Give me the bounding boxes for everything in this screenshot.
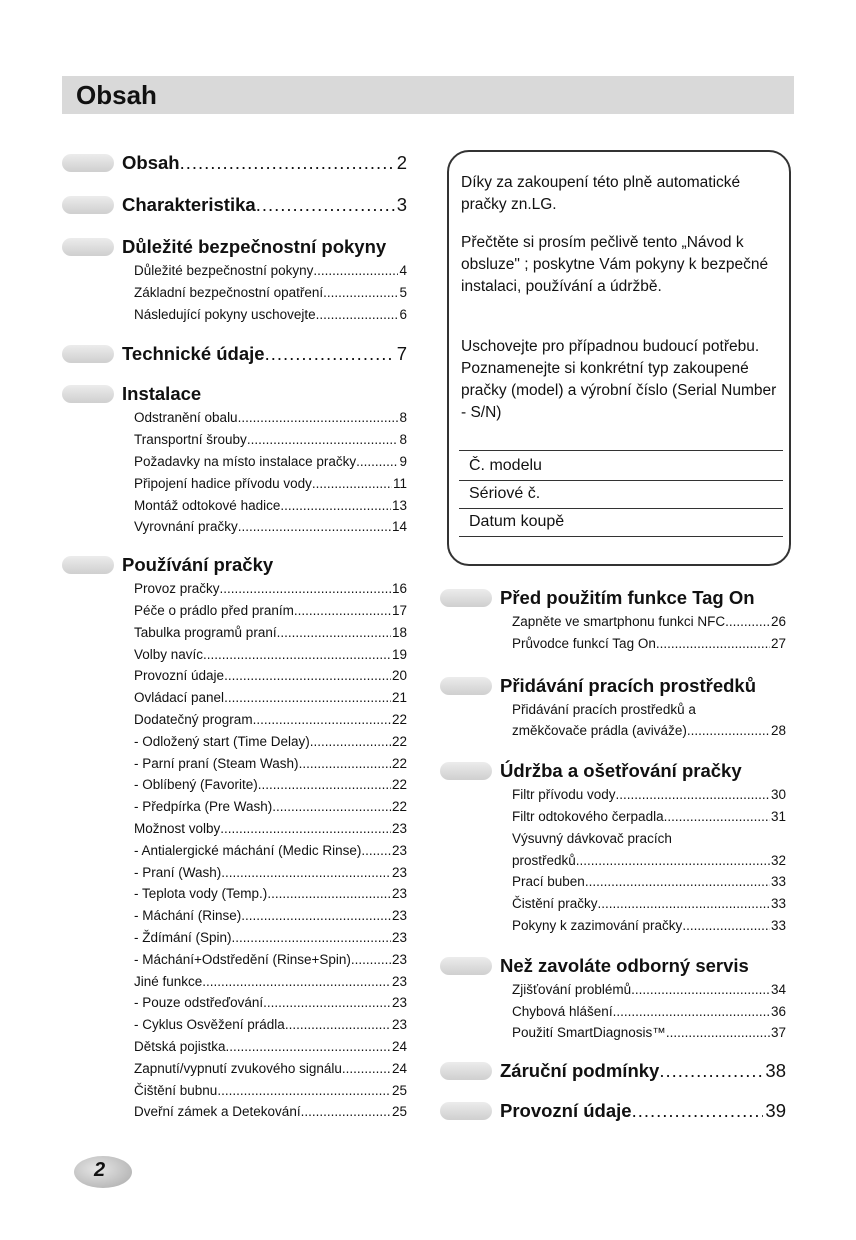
toc-section-title[interactable] — [122, 150, 407, 176]
toc-entry[interactable] — [134, 1058, 407, 1080]
toc-entry-page: 23 — [391, 820, 407, 836]
toc-entry-label: Provoz pračky — [134, 581, 220, 597]
section-page-number: 2 — [396, 152, 407, 173]
dot-leader — [687, 720, 770, 742]
toc-entry-page: 20 — [391, 668, 407, 684]
toc-entry-label: Dveřní zámek a Detekování — [134, 1104, 301, 1120]
toc-entry[interactable] — [134, 971, 407, 993]
toc-entry[interactable] — [134, 282, 407, 304]
section-page-number: 39 — [765, 1100, 786, 1122]
field-date-label: Datum koupě — [469, 513, 565, 530]
toc-entry[interactable] — [512, 828, 786, 850]
toc-items — [500, 979, 786, 1044]
toc-entry[interactable] — [134, 495, 407, 517]
toc-entry[interactable] — [134, 578, 407, 600]
dot-leader — [576, 850, 770, 872]
dot-leader — [301, 1101, 391, 1123]
toc-entry-page: 27 — [770, 635, 786, 651]
toc-entry-label: - Ždímání (Spin) — [134, 929, 232, 945]
toc-items — [500, 699, 786, 743]
toc-entry[interactable] — [134, 862, 407, 884]
toc-items — [122, 260, 407, 325]
toc-entry-label: Následující pokyny uschovejte — [134, 306, 316, 322]
dot-leader — [316, 304, 399, 326]
toc-section-title[interactable] — [122, 192, 407, 218]
toc-entry-label: Ovládací panel — [134, 690, 225, 706]
toc-entry-page: 24 — [391, 1060, 407, 1076]
toc-entry-page: 8 — [399, 432, 407, 448]
toc-entry[interactable] — [512, 784, 786, 806]
dot-leader — [280, 495, 391, 517]
toc-entry-label: - Pouze odstřeďování — [134, 995, 264, 1011]
dot-leader — [631, 979, 770, 1001]
dot-leader — [342, 1058, 391, 1080]
toc-entry-label: - Předpírka (Pre Wash) — [134, 799, 273, 815]
toc-entry-label: Péče o prádlo před praním — [134, 602, 294, 618]
toc-entry[interactable] — [134, 731, 407, 753]
toc-entry-page: 30 — [770, 787, 786, 803]
toc-entry[interactable] — [134, 992, 407, 1014]
dot-leader — [220, 818, 391, 840]
dot-leader — [632, 1098, 764, 1124]
toc-entry-label: - Antialergické máchání (Medic Rinse) — [134, 842, 362, 858]
toc-entry-page: 4 — [399, 263, 407, 278]
toc-right-column — [440, 585, 786, 1124]
toc-entry-label: Montáž odtokové hadice — [134, 497, 281, 513]
dot-leader — [272, 796, 391, 818]
section-marker — [440, 677, 492, 695]
page-title: Obsah — [76, 80, 157, 110]
toc-entry-label: - Máchání+Odstředění (Rinse+Spin) — [134, 951, 351, 967]
toc-entry-label: Požadavky na místo instalace pračky — [134, 453, 357, 469]
toc-entry-page: 21 — [391, 690, 407, 706]
page-number-badge — [70, 1156, 132, 1188]
toc-section — [62, 150, 407, 176]
toc-items — [122, 578, 407, 1123]
toc-entry[interactable] — [512, 1001, 786, 1023]
toc-entry[interactable] — [134, 753, 407, 775]
dot-leader — [277, 622, 391, 644]
section-title-label: Než zavoláte odborný servis — [500, 954, 749, 976]
toc-entry-page: 9 — [399, 453, 407, 469]
section-title-label: Provozní údaje — [500, 1100, 632, 1122]
toc-section-title[interactable] — [122, 234, 407, 260]
toc-entry-page: 6 — [399, 306, 407, 322]
toc-entry-label: Filtr přívodu vody — [512, 787, 616, 803]
dot-leader — [725, 611, 770, 633]
dot-leader — [312, 473, 392, 495]
toc-entry-label: Dětská pojistka — [134, 1038, 226, 1054]
section-marker — [440, 1062, 492, 1080]
toc-entry[interactable] — [134, 665, 407, 687]
dot-leader — [232, 927, 391, 949]
toc-entry[interactable] — [134, 644, 407, 666]
dot-leader — [238, 516, 391, 538]
toc-entry[interactable] — [134, 260, 407, 282]
toc-entry[interactable] — [134, 709, 407, 731]
toc-entry-label: - Máchání (Rinse) — [134, 908, 242, 924]
notice-instructions: Přečtěte si prosím pečlivě tento „Návod k obsluze" ; poskytne Vám pokyny k bezpečné instalaci, používání a údržbě. — [461, 234, 769, 295]
section-marker — [62, 196, 114, 214]
toc-entry-label: Jiné funkce — [134, 973, 203, 989]
section-page-number: 7 — [396, 343, 407, 365]
toc-section-title[interactable] — [500, 1058, 786, 1084]
toc-section-title[interactable] — [500, 585, 786, 611]
toc-entry-label: - Teplota vody (Temp.) — [134, 886, 268, 902]
toc-entry-page: 23 — [391, 886, 407, 902]
field-divider — [459, 508, 783, 509]
section-title-label: Používání pračky — [122, 554, 274, 576]
dot-leader — [666, 1022, 770, 1044]
toc-section — [62, 381, 407, 538]
toc-entry[interactable] — [134, 622, 407, 644]
toc-section-title[interactable] — [122, 552, 407, 578]
section-marker — [440, 957, 492, 975]
field-model-label: Č. modelu — [469, 457, 542, 474]
toc-entry-page: 36 — [770, 1003, 786, 1019]
dot-leader — [253, 709, 391, 731]
section-title-label: Důležité bezpečnostní pokyny — [122, 236, 387, 257]
toc-entry-label: Čištění bubnu — [134, 1082, 218, 1098]
section-title-label: Přidávání pracích prostředků — [500, 674, 757, 696]
toc-entry-page: 34 — [770, 981, 786, 997]
toc-entry[interactable] — [512, 893, 786, 915]
notice-intro: Díky za zakoupení této plně automatické pračky zn.LG. — [461, 174, 741, 213]
dot-leader — [226, 1036, 391, 1058]
toc-entry-page: 25 — [391, 1082, 407, 1098]
dot-leader — [585, 871, 770, 893]
toc-entry[interactable] — [512, 850, 786, 872]
notice-box — [447, 150, 791, 566]
toc-entry-label: Přidávání pracích prostředků a — [512, 701, 696, 717]
dot-leader — [616, 784, 770, 806]
toc-entry-page: 37 — [770, 1025, 786, 1041]
toc-section-title[interactable] — [122, 341, 407, 367]
toc-entry-page: 32 — [770, 852, 786, 868]
toc-entry[interactable] — [134, 883, 407, 905]
dot-leader — [310, 731, 391, 753]
toc-entry[interactable] — [512, 806, 786, 828]
dot-leader — [598, 893, 770, 915]
toc-entry[interactable] — [134, 949, 407, 971]
toc-section — [440, 1058, 786, 1084]
toc-entry[interactable] — [134, 818, 407, 840]
toc-entry[interactable] — [134, 927, 407, 949]
toc-entry[interactable] — [134, 304, 407, 326]
toc-entry-page: 22 — [391, 755, 407, 771]
toc-entry-page: 23 — [391, 995, 407, 1011]
dot-leader — [613, 1001, 770, 1023]
toc-entry-label: Dodatečný program — [134, 711, 253, 727]
toc-items — [122, 407, 407, 538]
toc-entry-label: Výsuvný dávkovač pracích — [512, 830, 672, 846]
section-marker — [440, 1102, 492, 1120]
toc-entry[interactable] — [134, 796, 407, 818]
dot-leader — [659, 1058, 763, 1084]
section-marker — [62, 345, 114, 363]
toc-entry-page: 14 — [391, 519, 407, 535]
toc-entry-label: Důležité bezpečnostní pokyny — [134, 263, 314, 278]
field-divider — [459, 480, 783, 481]
toc-section — [440, 1098, 786, 1124]
toc-entry-page: 23 — [391, 908, 407, 924]
dot-leader — [294, 600, 391, 622]
section-page-number: 38 — [765, 1060, 786, 1082]
dot-leader — [323, 282, 398, 304]
dot-leader — [351, 949, 391, 971]
toc-section — [440, 758, 786, 937]
toc-entry-page: 8 — [399, 410, 407, 426]
toc-entry-page: 11 — [392, 475, 407, 491]
toc-entry-page: 23 — [391, 842, 407, 858]
dot-leader — [656, 633, 770, 655]
toc-entry-label: - Odložený start (Time Delay) — [134, 733, 310, 749]
toc-entry[interactable] — [134, 840, 407, 862]
toc-section — [62, 552, 407, 1123]
section-title-label: Technické údaje — [122, 343, 265, 365]
section-title-label: Obsah — [122, 152, 180, 173]
toc-entry[interactable] — [512, 720, 786, 742]
dot-leader — [224, 687, 391, 709]
section-title-label: Charakteristika — [122, 194, 256, 215]
dot-leader — [221, 862, 391, 884]
toc-entry-page: 28 — [770, 723, 786, 739]
toc-entry-label: Zapněte ve smartphonu funkci NFC — [512, 614, 726, 629]
toc-entry-label: - Praní (Wash) — [134, 864, 222, 880]
toc-section-title[interactable] — [500, 1098, 786, 1124]
dot-leader — [356, 451, 398, 473]
toc-entry[interactable] — [134, 1036, 407, 1058]
dot-leader — [285, 1014, 391, 1036]
toc-entry[interactable] — [134, 600, 407, 622]
dot-leader — [267, 883, 391, 905]
section-marker — [62, 238, 114, 256]
toc-entry[interactable] — [134, 516, 407, 538]
toc-entry-label: změkčovače prádla (aviváže) — [512, 723, 687, 739]
toc-entry-page: 22 — [391, 777, 407, 793]
toc-entry[interactable] — [134, 473, 407, 495]
toc-entry-page: 25 — [391, 1104, 407, 1120]
dot-leader — [256, 192, 395, 218]
toc-entry-label: Chybová hlášení — [512, 1003, 613, 1019]
dot-leader — [247, 429, 399, 451]
toc-entry-label: Filtr odtokového čerpadla — [512, 808, 664, 824]
toc-entry-page: 13 — [391, 497, 407, 513]
toc-entry-label: - Parní praní (Steam Wash) — [134, 755, 299, 771]
dot-leader — [203, 644, 391, 666]
toc-entry-label: - Oblíbený (Favorite) — [134, 777, 258, 793]
toc-entry-label: Zapnutí/vypnutí zvukového signálu — [134, 1060, 342, 1076]
section-marker — [62, 154, 114, 172]
toc-entry-label: Provozní údaje — [134, 668, 225, 684]
field-divider — [459, 450, 783, 451]
dot-leader — [361, 840, 391, 862]
toc-entry[interactable] — [512, 633, 786, 655]
toc-entry-label: Možnost volby — [134, 820, 221, 836]
dot-leader — [664, 806, 770, 828]
toc-entry-page: 22 — [391, 799, 407, 815]
toc-section-title[interactable] — [500, 673, 786, 699]
dot-leader — [238, 407, 399, 429]
dot-leader — [263, 992, 391, 1014]
toc-entry-label: Transportní šrouby — [134, 432, 247, 448]
section-page-number: 3 — [396, 194, 407, 215]
notice-keep: Uschovejte pro případnou budoucí potřebu. Poznamenejte si konkrétní typ zakoupené pračky (model) a výrobní číslo (Serial Number - S/N) — [461, 338, 777, 421]
toc-items — [500, 784, 786, 937]
toc-entry-page: 23 — [391, 864, 407, 880]
toc-entry-page: 22 — [391, 733, 407, 749]
header-bar — [62, 76, 794, 114]
toc-entry[interactable] — [134, 774, 407, 796]
toc-entry[interactable] — [134, 905, 407, 927]
toc-entry-page: 33 — [770, 917, 786, 933]
toc-entry-page: 17 — [391, 602, 407, 618]
toc-entry-label: Zjišťování problémů — [512, 981, 632, 997]
dot-leader — [313, 260, 398, 282]
section-marker — [62, 556, 114, 574]
toc-entry[interactable] — [512, 915, 786, 937]
toc-entry[interactable] — [512, 1022, 786, 1044]
section-marker — [440, 762, 492, 780]
dot-leader — [180, 150, 395, 176]
toc-entry-page: 19 — [391, 646, 407, 662]
toc-entry[interactable] — [134, 1101, 407, 1123]
section-title-label: Záruční podmínky — [500, 1060, 660, 1082]
field-divider — [459, 536, 783, 537]
toc-section-title[interactable] — [122, 381, 407, 407]
toc-entry[interactable] — [134, 1014, 407, 1036]
section-marker — [440, 589, 492, 607]
toc-section — [440, 585, 786, 655]
dot-leader — [682, 915, 770, 937]
toc-entry-label: Odstranění obalu — [134, 410, 238, 426]
dot-leader — [299, 753, 391, 775]
toc-entry-label: Použití SmartDiagnosis™ — [512, 1025, 666, 1041]
page-number: 2 — [94, 1159, 106, 1181]
section-title-label: Údržba a ošetřování pračky — [500, 760, 742, 782]
toc-entry-page: 31 — [770, 808, 786, 824]
dot-leader — [241, 905, 391, 927]
toc-entry-page: 23 — [391, 973, 407, 989]
section-title-label: Instalace — [122, 383, 202, 405]
toc-entry-page: 26 — [770, 614, 786, 629]
dot-leader — [258, 774, 391, 796]
toc-section-title[interactable] — [500, 953, 786, 979]
toc-entry-label: Tabulka programů praní — [134, 624, 277, 640]
toc-entry-page: 23 — [391, 951, 407, 967]
toc-entry-page: 22 — [391, 711, 407, 727]
toc-section — [62, 341, 407, 367]
toc-entry[interactable] — [134, 687, 407, 709]
toc-section — [440, 953, 786, 1044]
toc-entry-label: Průvodce funkcí Tag On — [512, 635, 656, 651]
field-serial-label: Sériové č. — [469, 485, 541, 502]
section-title-label: Před použitím funkce Tag On — [500, 587, 755, 608]
toc-entry-label: Prací buben — [512, 874, 585, 890]
toc-entry[interactable] — [134, 429, 407, 451]
toc-items — [500, 611, 786, 655]
toc-entry[interactable] — [512, 699, 786, 721]
toc-entry[interactable] — [512, 979, 786, 1001]
toc-entry-label: Čistění pračky — [512, 896, 598, 912]
dot-leader — [265, 341, 395, 367]
dot-leader — [217, 1080, 391, 1102]
dot-leader — [224, 665, 391, 687]
toc-entry-page: 16 — [391, 581, 407, 597]
toc-entry-label: Pokyny k zazimování pračky — [512, 917, 683, 933]
toc-section-title[interactable] — [500, 758, 786, 784]
toc-entry[interactable] — [512, 871, 786, 893]
dot-leader — [220, 578, 391, 600]
toc-entry-page: 23 — [391, 1017, 407, 1033]
toc-entry-page: 5 — [399, 284, 407, 300]
toc-entry-label: Základní bezpečnostní opatření — [134, 284, 324, 300]
toc-entry-label: - Cyklus Osvěžení prádla — [134, 1017, 285, 1033]
toc-entry-page: 18 — [391, 624, 407, 640]
toc-entry-page: 33 — [770, 874, 786, 890]
toc-entry-label: Volby navíc — [134, 646, 204, 662]
dot-leader — [202, 971, 391, 993]
toc-entry-page: 24 — [391, 1038, 407, 1054]
toc-entry[interactable] — [512, 611, 786, 633]
toc-entry-label: Připojení hadice přívodu vody — [134, 475, 312, 491]
toc-left-column — [62, 150, 407, 1123]
toc-entry-page: 33 — [770, 896, 786, 912]
toc-section — [440, 673, 786, 743]
toc-entry[interactable] — [134, 1080, 407, 1102]
toc-entry-label: prostředků — [512, 852, 576, 868]
toc-section — [62, 234, 407, 325]
toc-entry-page: 23 — [391, 929, 407, 945]
section-marker — [62, 385, 114, 403]
toc-entry[interactable] — [134, 451, 407, 473]
toc-entry-label: Vyrovnání pračky — [134, 519, 238, 535]
toc-section — [62, 192, 407, 218]
toc-entry[interactable] — [134, 407, 407, 429]
